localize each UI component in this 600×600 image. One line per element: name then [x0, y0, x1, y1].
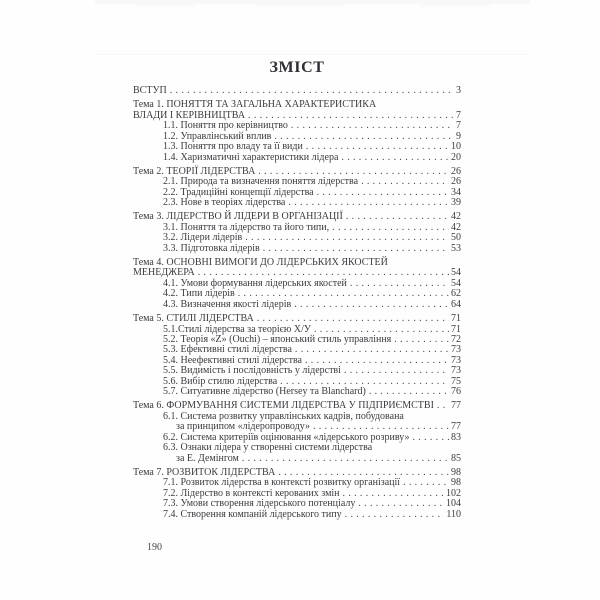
scan-artifact	[255, 4, 345, 7]
toc-entry-text: 5.5. Видимість і послідовність у лідерстві	[163, 365, 341, 377]
toc-entry-text: Тема 4. ОСНОВНІ ВИМОГИ ДО ЛІДЕРСЬКИХ ЯКОСТЕЙ	[133, 256, 388, 268]
toc-entry-text: 3.1. Поняття та лідерство та його типи,	[163, 221, 330, 233]
toc-page-number: 64	[451, 298, 461, 310]
toc-page-number: 7	[456, 109, 461, 121]
toc-entry-text: 2.1. Природа та визначення поняття лідерства	[163, 176, 359, 188]
toc-leader-dots	[346, 212, 449, 222]
toc-page-number: 10	[451, 141, 461, 153]
toc-page-number: 54	[451, 277, 461, 289]
toc-leader-dots	[358, 499, 444, 509]
toc-page-number: 7	[456, 120, 461, 132]
scan-artifact	[135, 4, 195, 7]
toc-entry-text: Тема 5. СТИЛІ ЛІДЕРСТВА	[133, 313, 254, 325]
toc-entry-text: 5.7. Ситуативне лідерство (Hersey та Blanchard)	[163, 386, 366, 398]
toc-entry-text: за принципом «лідеропроводу»	[176, 421, 310, 433]
toc-leader-dots	[412, 433, 449, 443]
toc-row	[133, 454, 461, 464]
toc-page-number: 76	[451, 386, 461, 398]
toc-leader-dots	[170, 86, 454, 96]
toc-entry-text: ВЛАДИ І КЕРІВНИЦТВА	[133, 109, 246, 121]
toc-entry-text: 3.3. Підготовка лідерів	[163, 242, 260, 254]
toc-entry-text: Тема 3. ЛІДЕРСТВО Й ЛІДЕРИ В ОРГАНІЗАЦІЇ	[133, 211, 343, 223]
toc-page-number: 34	[451, 186, 461, 198]
toc-entry-text: за Е. Демінгом	[176, 452, 239, 464]
toc-row	[133, 198, 461, 208]
toc-page-number: 42	[451, 221, 461, 233]
scan-artifact	[420, 4, 490, 7]
toc-page-number: 102	[446, 487, 461, 499]
toc-entry-text: МЕНЕДЖЕРА	[133, 267, 195, 279]
toc-entry-text: 7.3. Умови створення лідерського потенціалу	[163, 498, 356, 510]
toc-entry-text: 7.2. Лідерство в контексті керованих змін	[163, 487, 340, 499]
toc-page-number: 104	[446, 498, 461, 510]
toc-leader-dots	[317, 188, 449, 198]
toc-page-number: 85	[451, 452, 461, 464]
toc-page-number: 72	[451, 333, 461, 345]
toc-row	[133, 314, 461, 324]
toc-entry-text: 5.4. Неефективні стилі лідерства	[163, 354, 302, 366]
toc-leader-dots	[306, 142, 449, 152]
toc-leader-dots	[257, 314, 449, 324]
toc-leader-dots	[344, 366, 449, 376]
toc-leader-dots	[403, 478, 449, 488]
toc-leader-dots	[350, 279, 449, 289]
toc-page-number: 71	[451, 323, 461, 335]
toc-leader-dots	[295, 345, 449, 355]
toc-leader-dots	[242, 454, 449, 464]
toc-list	[133, 86, 461, 520]
toc-page-number: 110	[446, 508, 461, 520]
scan-artifact-page-edge	[98, 54, 530, 55]
toc-entry-text: Тема 1. ПОНЯТТЯ ТА ЗАГАЛЬНА ХАРАКТЕРИСТИКА	[133, 99, 377, 111]
toc-leader-dots	[437, 401, 449, 411]
toc-entry-text: ВСТУП	[133, 85, 167, 96]
toc-page-number: 73	[451, 365, 461, 377]
toc-page-number: 75	[451, 375, 461, 387]
toc-leader-dots	[294, 300, 449, 310]
toc-page-number: 73	[451, 344, 461, 356]
toc-entry-text: 3.2. Лідери лідерів	[163, 232, 243, 244]
toc-entry-text: 5.1.Стилі лідерства за теорією Х/У	[163, 323, 311, 335]
toc-row	[133, 142, 461, 152]
toc-page-number: 20	[451, 151, 461, 163]
toc-entry-text: 1.4. Харизматичні характеристики лідера	[163, 151, 339, 163]
toc-page-number: 53	[451, 242, 461, 254]
toc-entry-text: 1.2. Управлінський вплив	[163, 130, 272, 142]
toc-page-number: 3	[456, 85, 461, 96]
toc-leader-dots	[369, 387, 449, 397]
toc-leader-dots	[341, 153, 449, 163]
toc-entry-text: 4.3. Визначення якості лідерів	[163, 298, 292, 310]
toc-page-number: 73	[451, 354, 461, 366]
toc-page-number: 26	[451, 165, 461, 177]
toc-entry-text: 6.3. Ознаки лідера у створенні системи лідерства	[163, 442, 373, 454]
toc-page-number: 26	[451, 176, 461, 188]
toc-page-number: 98	[451, 477, 461, 489]
toc-page-number: 50	[451, 232, 461, 244]
toc-entry-text: 5.6. Вибір стилю лідерства	[163, 375, 278, 387]
page-title: ЗМІСТ	[269, 59, 325, 76]
toc-leader-dots	[263, 244, 449, 254]
toc-page-number: 98	[451, 466, 461, 478]
toc-row	[133, 244, 461, 254]
toc-entry-text: 6.1. Система розвитку управлінських кадрів, побудована	[163, 410, 404, 422]
toc-entry-text: 5.2. Теорія «Z» (Ouchi) – японський стиль управління	[163, 333, 392, 345]
toc-leader-dots	[332, 223, 449, 233]
toc-row	[133, 510, 461, 520]
toc-entry-text: 7.1. Розвиток лідерства в контексті розвитку організації	[163, 477, 401, 489]
toc-entry-text: 7.4. Створення компаній лідерського типу	[163, 508, 342, 520]
toc-row	[133, 86, 461, 96]
toc-entry-text: 4.1. Умови формування лідерських якостей	[163, 277, 347, 289]
toc-entry-text: 6.2. Система критеріїв оцінювання «лідерського розриву»	[163, 431, 410, 443]
toc-leader-dots	[291, 121, 454, 131]
toc-entry-text: 2.2. Традиційні концепції лідерства	[163, 186, 314, 198]
footer-page-number: 190	[147, 542, 162, 553]
toc-page-number: 77	[451, 421, 461, 433]
toc-entry-text: 4.2. Типи лідерів	[163, 288, 235, 300]
toc-leader-dots	[343, 489, 444, 499]
toc-entry-text: 2.3. Нове в теоріях лідерства	[163, 197, 286, 209]
toc-entry-text: 1.1. Поняття про керівництво	[163, 120, 288, 132]
toc-page-number: 54	[451, 267, 461, 279]
toc-leader-dots	[345, 510, 445, 520]
toc-leader-dots	[288, 198, 449, 208]
toc-page-number: 83	[451, 431, 461, 443]
toc-page-number: 39	[451, 197, 461, 209]
toc-entry-text: 5.3. Ефективні стилі лідерства	[163, 344, 292, 356]
toc-page-number: 62	[451, 288, 461, 300]
toc-page-number: 71	[451, 313, 461, 325]
toc-row	[133, 153, 461, 163]
toc-leader-dots	[394, 335, 449, 345]
toc-entry-text: Тема 7. РОЗВИТОК ЛІДЕРСТВА	[133, 466, 276, 478]
toc-page-number: 77	[451, 400, 461, 412]
toc-leader-dots	[361, 177, 449, 187]
toc-leader-dots	[245, 233, 449, 243]
toc-page-number: 9	[456, 130, 461, 142]
toc-row	[133, 300, 461, 310]
toc-row	[133, 387, 461, 397]
toc-entry-text: 1.3. Поняття про владу та її види	[163, 141, 303, 153]
toc-page-number: 42	[451, 211, 461, 223]
toc-entry-text: Тема 2. ТЕОРІЇ ЛІДЕРСТВА	[133, 165, 256, 177]
book-page	[133, 58, 461, 520]
toc-entry-text: Тема 6. ФОРМУВАННЯ СИСТЕМИ ЛІДЕРСТВА У ПІДПРИЄМСТВІ	[133, 400, 434, 412]
